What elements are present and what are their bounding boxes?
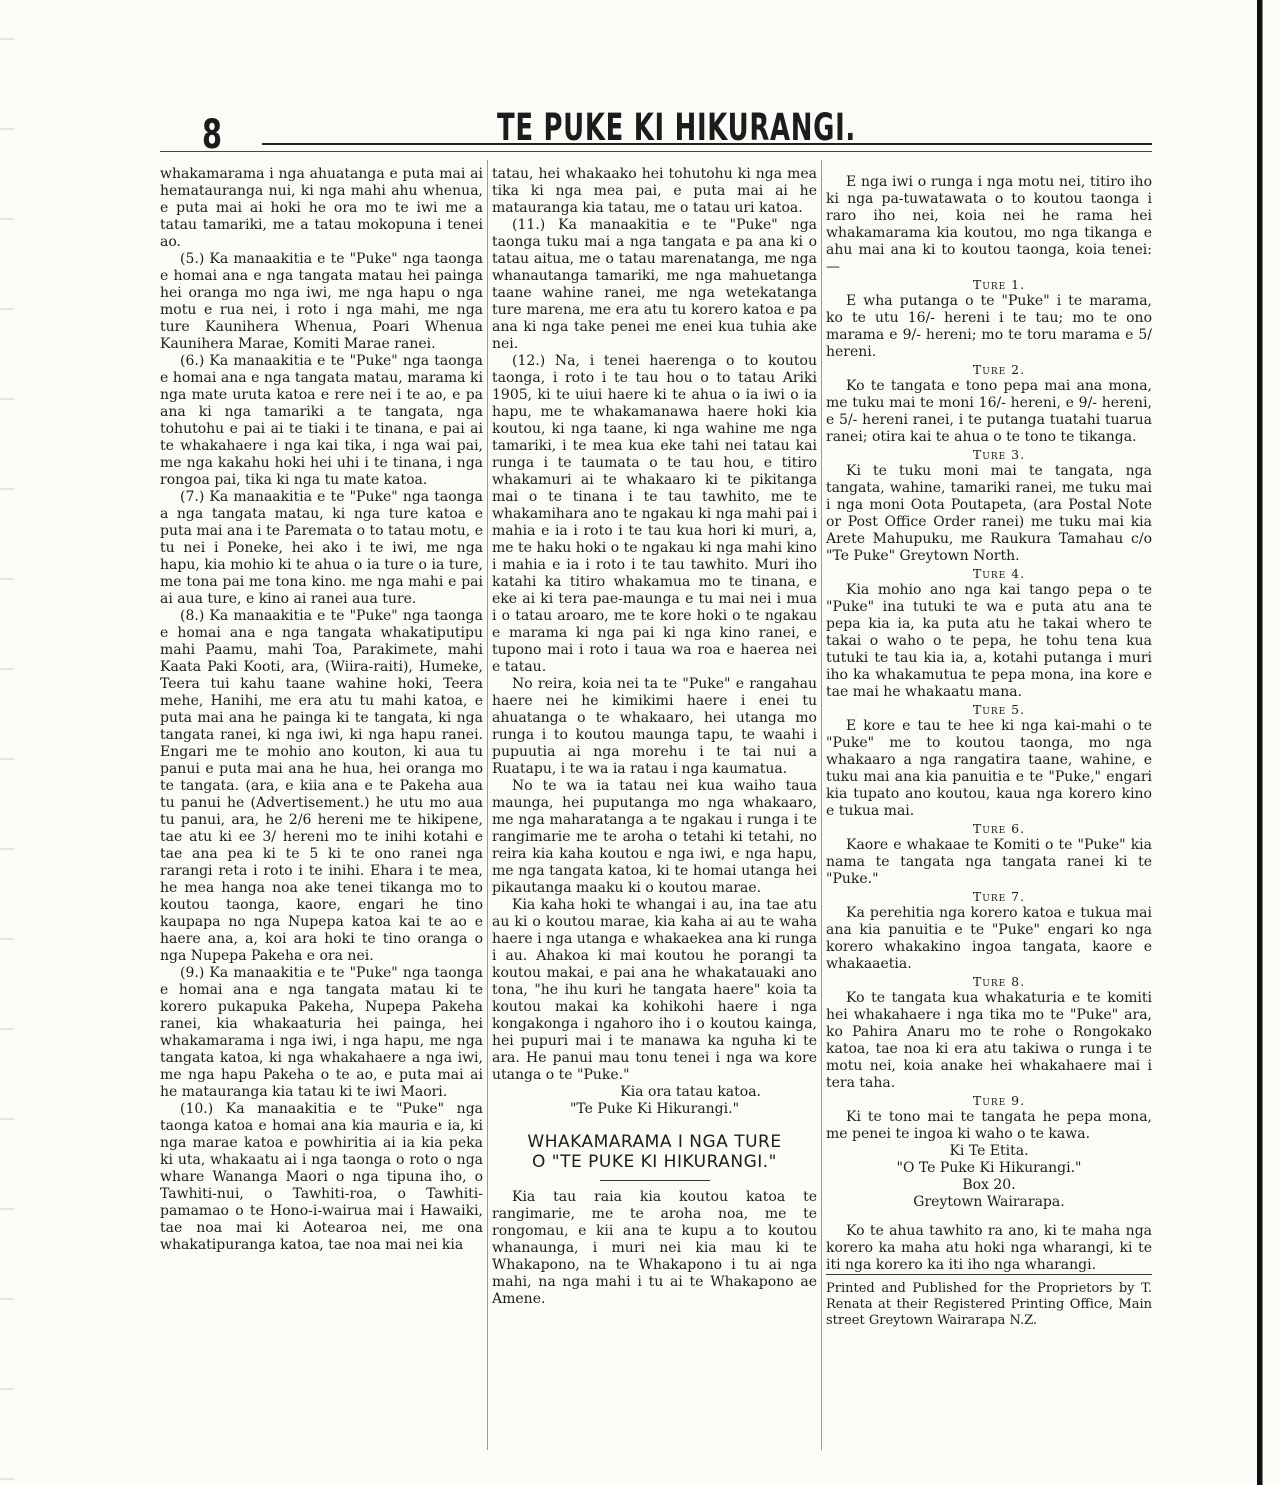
column-divider-2	[821, 160, 822, 1450]
rule-heading: Ture 4.	[972, 566, 1026, 581]
section-body: Kia tau raia kia koutou katoa te rangimarie, me te aroha noa, me te rongomau, e kii ana te kupu a to koutou whanaunga, i muri nei kia mau ki te Whakapono, na te Whakapono i tu ai nga mahi, na nga mahi i tu ai te Whakapono ae Amene.	[492, 1189, 817, 1307]
rule-heading: Ture 3.	[972, 447, 1026, 462]
rule-heading: Ture 7.	[972, 889, 1026, 904]
paragraph: (5.) Ka manaakitia e te "Puke" nga taonga e homai ana e nga tangata matau hei painga hei oranga mo nga iwi, me nga hapu o nga motu e rua nei, i roto i nga mahi, me nga ture Kaunihera Whenua, Poari Whenua Kaunihera Marae, Komiti Marae ranei.	[160, 251, 483, 352]
signoff-title: "Te Puke Ki Hikurangi."	[569, 1101, 740, 1117]
address-line: Greytown Wairarapa.	[913, 1194, 1065, 1210]
column-2	[492, 166, 817, 1308]
paragraph: tatau, hei whakaako hei tohutohu ki nga mea tika ki nga mea pai, e puta mai ai he matauranga kia tatau, me o tatau uri katoa.	[492, 166, 817, 216]
scan-edge-left	[0, 0, 14, 1485]
paragraph: (10.) Ka manaakitia e te "Puke" nga taonga katoa e homai ana kia mauria e ia, ki nga marae katoa e powhiritia ai ia kia peka ki uta, whakaatu ai i nga taonga o roto o nga whare Wananga Maori o nga tipuna iho, o Tawhiti-nui, o Tawhiti-roa, o Tawhiti-pamamao o te Hono-i-wairua mai i Hawaiki, tae noa mai ki Aotearoa nei, me ona whakatipuranga katoa, tae noa mai nei kia	[160, 1101, 483, 1253]
address-line: Box 20.	[962, 1177, 1016, 1193]
paragraph: (8.) Ka manaakitia e te "Puke" nga taonga e homai ana e nga tangata whakatiputipu mahi Paamu, mahi Toa, Parakimete, mahi Kaata Paki Kooti, ara, (Wiira-raiti), Humeke, Teera tui kahu taane wahine hoki, Teera mehe, Hanihi, me era atu tu mahi katoa, e puta mai ana he painga ki te tangata, ki nga tangata ranei, ki nga iwi, ki nga hapu ranei. Engari me te mohio ano kouton, ki aua tu panui e puta mai ana he hua, hei oranga mo te tangata. (ara, e kiia ana e te Pakeha aua tu panui he (Advertisement.) he utu mo aua tu panui, ara, he 2/6 hereni me te hikipene, tae atu ki ee 3/ hereni mo te inihi kotahi e tae ana pea ki te 5 ki te ono ranei nga rarangi reta i roto i te inihi. Ehara i te mea, he mea hanga noa ake tenei tikanga mo to koutou taonga, kaore, engari he tino kaupapa no nga Nupepa katoa kai te ao e haere ana, a, koi ara hoki te tino oranga o nga Nupepa Pakeha e ora nei.	[160, 608, 483, 964]
column-divider-1	[487, 160, 488, 1450]
paragraph: whakamarama i nga ahuatanga e puta mai ai hematauranga nui, ki nga mahi ahu whenua, e puta mai ai hoki he ora mo te iwi me a tatau tamariki, me a tatau mokopuna i tenei ao.	[160, 166, 483, 250]
section-heading-line-2: O "TE PUKE KI HIKURANGI."	[532, 1152, 777, 1172]
rule-text: Kia mohio ano nga kai tango pepa o te "Puke" ina tutuki te wa e puta atu ana te pepa kia ia, ka puta atu he takai whero te takai o waho o te pepa, he tohu tena kua tutuki te tau kia ia, a, kotahi putanga i muri iho ka whakamutua te pepa mona, ina kore e tae mai he whakaatu mana.	[826, 582, 1152, 700]
rule-heading: Ture 6.	[972, 821, 1026, 836]
paragraph: (6.) Ka manaakitia e te "Puke" nga taonga e homai ana e nga tangata matau, marama ki nga mate uruta katoa e rere nei i te ao, e pa ana ki nga tamariki a te tangata, nga tohutohu e pai ai te tiaki i te tinana, e pai ai te whakahaere i nga kai tika, i nga wai pai, me nga kakahu hoki hei uhi i te tinana, i nga rongoa pai, tika ki nga tu mate katoa.	[160, 353, 483, 488]
scan-edge-right	[1184, 0, 1280, 1485]
rule-heading: Ture 9.	[972, 1093, 1026, 1108]
rule-text: Ko te tangata e tono pepa mai ana mona, me tuku mai te moni 16/- hereni, e 9/- hereni, e 5/- hereni ranei, i te putanga tuatahi tuarua ranei; otira kai te ahua o te tono te tikanga.	[826, 378, 1152, 445]
paragraph: (12.) Na, i tenei haerenga o to koutou taonga, i roto i te tau hou o to tatau Ariki 1905, ki te uiui haere ki te ahua o ia iwi o ia hapu, me te whakamanawa haere hoki kia koutou, ki nga taane, ki nga wahine me nga tamariki, i te mea kua eke tahi nei tatau kai runga i te taumata o te tau hou, e titiro whakamuri ai te whakaaro ki te pikitanga mai o te tinana i te tau tawhito, me te whakamihara ano te ngakau ki nga mahi pai i mahia e ia i roto i te tau kua hori ki muri, a, me te haku hoki o te ngakau ki nga mahi kino i mahia e ia i roto i te tau tawhito. Muri iho katahi ka titiro whakamua mo te tinana, e eke ai ki tera pae-maunga e tu mai nei i mua i o tatau aroaro, me te kore hoki o te ngakau e marama ki nga pai ki nga kino ranei, e tupono mai i roto i taua wa roa e haerea nei e tatau.	[492, 353, 817, 675]
closing-paragraph: Ko te ahua tawhito ra ano, ki te maha nga korero ka maha atu hoki nga wharangi, ki te iti nga korero ka iti iho nga wharangi.	[826, 1223, 1152, 1273]
rule-text: Kaore e whakaae te Komiti o te "Puke" kia nama te tangata nga tangata ranei ki te "Puke."	[826, 837, 1152, 887]
masthead-rule	[262, 143, 1152, 145]
rules-intro: E nga iwi o runga i nga motu nei, titiro iho ki nga pa-tuwatawata o to koutou taonga i raro iho nei, koia nei he rama hei whakamarama kia koutou, mo nga tikanga e ahu mai ana ki to koutou taonga, koia tenei: —	[826, 174, 1152, 275]
paragraph: (11.) Ka manaakitia e te "Puke" nga taonga tuku mai a nga tangata e pa ana ki o tatau aitua, me o tatau marenatanga, me nga whanautanga tamariki, me nga mahuetanga taane wahine ranei, me nga wetekatanga ture marena, me era atu tu korero katoa e pa ana ki nga take penei me enei kua tuhia ake nei.	[492, 217, 817, 352]
rule-text: Ki te tono mai te tangata he pepa mona, me penei te ingoa ki waho o te kawa.	[826, 1109, 1152, 1142]
rule-heading: Ture 2.	[972, 362, 1026, 377]
masthead-rule-thin	[160, 151, 1152, 152]
rule-text: E kore e tau te hee ki nga kai-mahi o te "Puke" me to koutou taonga, mo nga whakaaro a nga rangatira taane, wahine, e tuku mai ana kia panuitia e te "Puke," engari kia tupato ano koutou, kaua nga korero kino e tukua mai.	[826, 718, 1152, 819]
column-3	[826, 174, 1152, 1329]
masthead-title: TE PUKE KI HIKURANGI.	[497, 106, 856, 149]
paragraph: No reira, koia nei ta te "Puke" e rangahau haere nei he kimikimi haere i enei tu ahuatanga o te whakaaro, hei utanga mo runga i to koutou maunga tapu, te waahi i pupuutia ai nga morehu i te tai nui a Ruatapu, i te wa ia ratau i nga kaumatua.	[492, 676, 817, 777]
section-heading	[492, 1132, 817, 1172]
paragraph: Kia kaha hoki te whangai i au, ina tae atu au ki o koutou marae, kia kaha ai au te waha haere i nga utanga e whakaekea ana ki runga i au. Ahakoa ki mai koutou he porangi ta koutou makai, e pai ana he whakatauaki ano tona, "he ihu kuri he tangata haere" koia ta koutou makai ka kohikohi haere i nga kongakonga i ngahoro iho i o koutou kainga, hei pupuri mai i te manawa ka nguha ki te ara. He panui mau tonu tenei i nga wa kore utanga o te "Puke."	[492, 897, 817, 1083]
paragraph: (9.) Ka manaakitia e te "Puke" nga taonga e homai ana e nga tangata matau ki te korero pukapuka Pakeha, Nupepa Pakeha ranei, kia whakaaturia hei painga, hei whakamarama i nga iwi, i nga hapu, me nga tangata katoa, ki nga whakahaere a nga iwi, me nga hapu Pakeha o te ao, e puta mai ai he matauranga kia tatau ki te iwi Maori.	[160, 965, 483, 1100]
rule-heading: Ture 1.	[972, 277, 1026, 292]
rule-heading: Ture 5.	[972, 702, 1026, 717]
page-number: 8	[202, 112, 223, 158]
rule-heading: Ture 8.	[972, 974, 1026, 989]
section-rule	[600, 1180, 710, 1181]
column-1	[160, 166, 483, 1254]
signoff-line: Kia ora tatau katoa.	[620, 1084, 761, 1100]
rule-text: Ki te tuku moni mai te tangata, nga tangata, wahine, tamariki ranei, me tuku mai i nga moni Oota Poutapeta, (ara Postal Note or Post Office Order ranei) me tuku mai kia Arete Mahupuku, me Raukura Tamahau c/o "Te Puke" Greytown North.	[826, 463, 1152, 564]
rule-text: E wha putanga o te "Puke" i te marama, ko te utu 16/- hereni i te tau; mo te ono marama e 9/- hereni; mo te toru marama e 5/ hereni.	[826, 293, 1152, 360]
address-line: Ki Te Etita.	[949, 1143, 1029, 1159]
imprint: Printed and Published for the Proprietors by T. Renata at their Registered Printing Office, Main street Greytown Wairarapa N.Z.	[826, 1274, 1152, 1329]
section-heading-line-1: WHAKAMARAMA I NGA TURE	[527, 1132, 782, 1152]
paragraph: No te wa ia tatau nei kua waiho taua maunga, hei puputanga mo nga whakaaro, me nga maharatanga a te ngakau i runga i te rangimarie me te aroha o tetahi ki tetahi, no reira kia kaha koutou e nga iwi, e nga hapu, me nga tangata katoa, ki te homai utanga hei pikautanga maaku ki o koutou marae.	[492, 778, 817, 896]
paragraph: (7.) Ka manaakitia e te "Puke" nga taonga a nga tangata matau, ki nga ture katoa e puta mai ana i te Paremata o to tatau motu, e tu nei i Poneke, hei ako i te iwi, me nga hapu, kia mohio ki te ahua o ia ture o ia ture, me tona pai me tona kino. me nga mahi e pai ai aua ture, e kino ai ranei aua ture.	[160, 489, 483, 607]
rule-text: Ko te tangata kua whakaturia e te komiti hei whakahaere i nga tika mo te "Puke" ara, ko Pahira Anaru mo te rohe o Rongokako katoa, tae noa ki era atu takiwa o runga i te motu nei, koia anake hei whakahaere mai i tera taha.	[826, 990, 1152, 1091]
rule-text: Ka perehitia nga korero katoa e tukua mai ana kia panuitia e te "Puke" engari ko nga korero whakakino ingoa tangata, kaore e whakaaetia.	[826, 905, 1152, 972]
address-line: "O Te Puke Ki Hikurangi."	[896, 1160, 1082, 1176]
